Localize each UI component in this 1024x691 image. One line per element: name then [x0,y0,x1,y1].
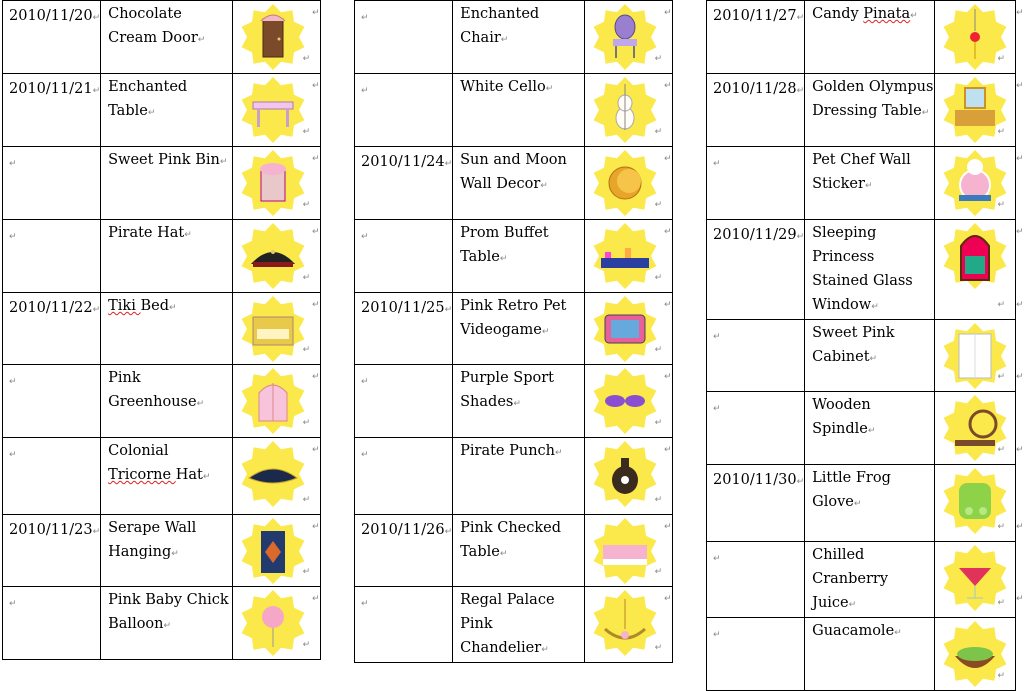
table-row [3,587,321,660]
row-end-mark: ↵ [664,300,672,310]
paragraph-mark: ↵ [910,11,918,21]
item-image-cell[interactable] [233,147,321,220]
item-image-cell[interactable] [585,220,673,293]
paragraph-mark: ↵ [92,13,101,23]
paragraph-mark: ↵ [499,549,508,559]
paragraph-mark: ↵ [555,448,563,458]
item-name-text: Colonial Tricorne Hat [108,443,203,483]
item-image-cell[interactable] [934,392,1015,465]
row-end-mark: ↵ [1016,154,1024,164]
row-end-mark: ↵ [664,372,672,382]
date-text: 2010/11/29 [713,227,797,243]
paragraph-mark: ↵ [184,230,192,240]
paragraph-mark: ↵ [169,303,177,313]
stained-glass-icon [941,222,1009,290]
paragraph-mark: ↵ [541,327,550,337]
row-end-mark: ↵ [312,372,320,382]
paragraph-mark: ↵ [302,495,311,505]
item-name-cell[interactable] [453,293,585,365]
row-end-mark: ↵ [1016,372,1024,382]
paragraph-mark: ↵ [997,372,1005,382]
item-name-text: Tiki Bed [108,298,169,314]
date-text: 2010/11/20 [9,8,93,24]
date-text: 2010/11/27 [713,8,797,24]
date-cell[interactable] [3,293,101,365]
paragraph-mark: ↵ [796,232,805,242]
date-cell[interactable] [355,147,453,220]
item-name-text: Sweet Pink Bin [108,152,220,168]
paragraph-mark: ↵ [444,527,453,537]
table-row [707,220,1016,320]
item-name-text: Serape Wall Hanging [108,520,197,560]
date-cell[interactable] [355,220,453,293]
item-name-text: Golden Olympus Dressing Table [812,79,934,119]
row-end-mark: ↵ [664,227,672,237]
item-image-cell[interactable] [934,320,1015,392]
item-image-cell[interactable] [233,365,321,438]
row-end-mark: ↵ [1016,445,1024,455]
date-cell[interactable] [707,465,805,542]
item-name-text: Enchanted Chair [460,6,540,46]
item-image-cell[interactable] [233,293,321,365]
starburst-background [242,77,305,143]
date-cell[interactable] [3,365,101,438]
paragraph-mark: ↵ [361,13,369,23]
paragraph-mark: ↵ [302,273,311,283]
item-image-cell[interactable] [585,1,673,74]
paragraph-mark: ↵ [654,418,663,428]
paragraph-mark: ↵ [654,345,663,355]
row-end-mark: ↵ [664,445,672,455]
date-cell[interactable] [707,74,805,147]
item-name-text: Prom Buffet Table [460,225,549,265]
table-row [3,365,321,438]
table-row [355,147,673,220]
pirate-hat-icon [239,222,307,290]
item-name-text: Guacamole [812,623,895,639]
date-cell[interactable] [707,320,805,392]
table-row [355,587,673,663]
paragraph-mark: ↵ [302,127,311,137]
table-row [3,293,321,365]
paragraph-mark: ↵ [654,200,663,210]
paragraph-mark: ↵ [796,477,805,487]
paragraph-mark: ↵ [92,305,101,315]
paragraph-mark: ↵ [654,54,663,64]
item-image-cell[interactable] [934,147,1015,220]
item-name-cell[interactable] [453,1,585,74]
item-name-cell[interactable] [453,220,585,293]
date-text: 2010/11/24 [361,154,445,170]
paragraph-mark: ↵ [302,640,311,650]
date-cell[interactable] [3,74,101,147]
paragraph-mark: ↵ [9,159,17,169]
paragraph-mark: ↵ [444,159,453,169]
paragraph-mark: ↵ [894,628,902,638]
row-end-mark: ↵ [312,300,320,310]
paragraph-mark: ↵ [713,332,721,342]
row-end-mark: ↵ [664,594,672,604]
item-name-text: Pet Chef Wall Sticker [812,152,911,192]
item-image-cell[interactable] [934,74,1015,147]
table-row [355,293,673,365]
item-table-column-1 [2,0,321,660]
row-end-mark: ↵ [1016,594,1024,604]
item-image-cell[interactable] [934,220,1015,320]
paragraph-mark: ↵ [302,418,311,428]
paragraph-mark: ↵ [654,127,663,137]
table-row [3,220,321,293]
row-end-mark: ↵ [664,154,672,164]
row-end-mark: ↵ [312,227,320,237]
table-row [3,147,321,220]
date-cell[interactable] [355,365,453,438]
row-end-mark: ↵ [312,594,320,604]
item-name-text: Purple Sport Shades [460,370,554,410]
item-name-cell[interactable] [101,365,233,438]
paragraph-mark: ↵ [197,35,206,45]
paragraph-mark: ↵ [848,600,857,610]
item-name-cell[interactable] [101,74,233,147]
row-end-mark: ↵ [1016,8,1024,18]
date-cell[interactable] [707,618,805,691]
paragraph-mark: ↵ [302,54,311,64]
sun-moon-icon [591,149,659,217]
paragraph-mark: ↵ [500,35,509,45]
paragraph-mark: ↵ [654,567,663,577]
row-end-mark: ↵ [312,154,320,164]
date-cell[interactable] [3,1,101,74]
table-row [3,1,321,74]
paragraph-mark: ↵ [92,86,101,96]
date-cell[interactable] [3,438,101,515]
item-image-cell[interactable] [585,293,673,365]
item-image-cell[interactable] [585,365,673,438]
item-name-cell[interactable] [805,320,934,392]
item-name-cell[interactable] [101,220,233,293]
table-row [355,515,673,587]
date-text: 2010/11/28 [713,81,797,97]
date-text: 2010/11/30 [713,472,797,488]
date-cell[interactable] [707,1,805,74]
paragraph-mark: ↵ [302,345,311,355]
item-name-cell[interactable] [805,1,934,74]
paragraph-mark: ↵ [171,549,179,559]
date-text: 2010/11/23 [9,522,93,538]
item-name-text: Candy Pinata [812,6,911,22]
item-table-column-2 [354,0,673,663]
paragraph-mark: ↵ [713,554,721,564]
item-name-cell[interactable] [101,515,233,587]
date-cell[interactable] [707,392,805,465]
row-end-mark: ↵ [312,81,320,91]
paragraph-mark: ↵ [92,527,101,537]
table-row [355,74,673,147]
table-row [707,1,1016,74]
paragraph-mark: ↵ [499,254,508,264]
item-name-cell[interactable] [101,587,233,660]
item-name-cell[interactable] [101,293,233,365]
item-image-cell[interactable] [934,1,1015,74]
item-name-cell[interactable] [453,147,585,220]
item-name-text: Regal Palace Pink Chandelier [460,592,555,656]
item-name-text: Pink Baby Chick Balloon [108,592,229,632]
paragraph-mark: ↵ [713,159,721,169]
item-image-cell[interactable] [934,542,1015,618]
paragraph-mark: ↵ [997,671,1005,681]
item-name-text: Wooden Spindle [812,397,871,437]
item-name-text: Pink Retro Pet Videogame [460,298,567,338]
item-image-cell[interactable] [585,515,673,587]
item-name-text: Chocolate Cream Door [108,6,198,46]
row-end-mark: ↵ [1016,522,1024,532]
date-cell[interactable] [707,542,805,618]
date-cell[interactable] [355,515,453,587]
item-image-cell[interactable] [233,515,321,587]
paragraph-mark: ↵ [867,426,876,436]
greenhouse-icon [239,367,307,435]
table-row [3,515,321,587]
item-name-text: Chilled Cranberry Juice [812,547,889,611]
date-cell[interactable] [3,515,101,587]
item-image-cell[interactable] [934,465,1015,542]
chair-icon [591,3,659,71]
paragraph-mark: ↵ [997,200,1005,210]
date-cell[interactable] [355,293,453,365]
date-cell[interactable] [355,438,453,515]
paragraph-mark: ↵ [997,445,1005,455]
item-name-cell[interactable] [453,587,585,663]
item-image-cell[interactable] [585,147,673,220]
paragraph-mark: ↵ [654,643,663,653]
paragraph-mark: ↵ [513,399,521,409]
tricorne-hat-icon [239,440,307,508]
date-cell[interactable] [3,147,101,220]
row-end-mark: ↵ [664,81,672,91]
table-row [707,320,1016,392]
item-name-text: Sleeping Princess Stained Glass Window [812,225,913,313]
table-row [355,365,673,438]
row-end-mark: ↵ [312,445,320,455]
table-row [707,147,1016,220]
paragraph-mark: ↵ [219,157,228,167]
date-cell[interactable] [355,1,453,74]
date-text: 2010/11/25 [361,300,445,316]
item-image-cell[interactable] [233,438,321,515]
paragraph-mark: ↵ [869,354,878,364]
table-row [707,74,1016,147]
row-end-mark: ↵ [1016,227,1024,237]
table-row [3,74,321,147]
shades-icon [591,367,659,435]
bed-icon [239,295,307,363]
table-icon [239,76,307,144]
paragraph-mark: ↵ [9,599,17,609]
paragraph-mark: ↵ [871,302,879,312]
table-row [707,465,1016,542]
date-text: 2010/11/21 [9,81,93,97]
table-row [355,220,673,293]
item-name-cell[interactable] [453,515,585,587]
paragraph-mark: ↵ [997,54,1005,64]
item-name-text: Pink Greenhouse [108,370,197,410]
item-name-cell[interactable] [805,147,934,220]
checked-table-icon [591,517,659,585]
paragraph-mark: ↵ [540,181,548,191]
date-cell[interactable] [3,587,101,660]
paragraph-mark: ↵ [9,450,17,460]
paragraph-mark: ↵ [163,621,172,631]
paragraph-mark: ↵ [997,300,1005,310]
item-image-cell[interactable] [233,587,321,660]
item-image-cell[interactable] [585,74,673,147]
cello-icon [591,76,659,144]
item-name-cell[interactable] [453,365,585,438]
paragraph-mark: ↵ [713,630,721,640]
item-name-text: Sweet Pink Cabinet [812,325,895,365]
table-row [707,542,1016,618]
paragraph-mark: ↵ [302,200,311,210]
item-name-text: White Cello [460,79,546,95]
row-end-mark: ↵ [664,8,672,18]
item-image-cell[interactable] [233,1,321,74]
paragraph-mark: ↵ [654,273,663,283]
paragraph-mark: ↵ [361,232,369,242]
paragraph-mark: ↵ [9,232,17,242]
item-image-cell[interactable] [934,618,1015,691]
paragraph-mark: ↵ [997,127,1005,137]
item-name-text: Pirate Punch [460,443,556,459]
bin-icon [239,149,307,217]
table-row [707,392,1016,465]
item-name-cell[interactable] [805,220,934,320]
paragraph-mark: ↵ [853,499,862,509]
paragraph-mark: ↵ [796,86,805,96]
table-row [707,618,1016,691]
table-row [3,438,321,515]
item-name-cell[interactable] [805,392,934,465]
paragraph-mark: ↵ [9,377,17,387]
date-text: 2010/11/22 [9,300,93,316]
item-name-cell[interactable] [101,1,233,74]
balloon-icon [239,589,307,657]
paragraph-mark: ↵ [361,450,369,460]
item-name-cell[interactable] [805,74,934,147]
paragraph-mark: ↵ [997,598,1005,608]
item-name-text: Pirate Hat [108,225,185,241]
row-end-mark: ↵ [1016,300,1024,310]
row-end-mark: ↵ [664,522,672,532]
door-icon [239,3,307,71]
videogame-icon [591,295,659,363]
item-name-cell[interactable] [805,542,934,618]
chandelier-icon [591,589,659,657]
punch-jug-icon [591,440,659,508]
item-image-cell[interactable] [585,587,673,663]
wall-hanging-icon [239,517,307,585]
item-name-cell[interactable] [453,74,585,147]
item-image-cell[interactable] [233,220,321,293]
item-name-cell[interactable] [805,465,934,542]
item-name-text: Pink Checked Table [460,520,562,560]
paragraph-mark: ↵ [361,377,369,387]
item-name-text: Little Frog Glove [812,470,891,510]
paragraph-mark: ↵ [541,645,549,655]
date-cell[interactable] [355,74,453,147]
paragraph-mark: ↵ [444,305,453,315]
paragraph-mark: ↵ [921,108,930,118]
paragraph-mark: ↵ [864,181,873,191]
row-end-mark: ↵ [1016,81,1024,91]
row-end-mark: ↵ [312,8,320,18]
item-name-text: Enchanted Table [108,79,188,119]
paragraph-mark: ↵ [361,86,369,96]
paragraph-mark: ↵ [713,404,721,414]
paragraph-mark: ↵ [545,84,554,94]
item-name-cell[interactable] [805,618,934,691]
item-table-column-3 [706,0,1016,691]
paragraph-mark: ↵ [302,567,311,577]
item-image-cell[interactable] [585,438,673,515]
item-name-cell[interactable] [101,147,233,220]
paragraph-mark: ↵ [997,522,1005,532]
item-image-cell[interactable] [233,74,321,147]
date-cell[interactable] [355,587,453,663]
row-end-mark: ↵ [312,522,320,532]
paragraph-mark: ↵ [196,399,205,409]
paragraph-mark: ↵ [202,472,211,482]
item-name-cell[interactable] [453,438,585,515]
table-row [355,1,673,74]
date-text: 2010/11/26 [361,522,445,538]
paragraph-mark: ↵ [147,108,156,118]
paragraph-mark: ↵ [361,599,369,609]
item-name-text: Sun and Moon Wall Decor [460,152,567,192]
paragraph-mark: ↵ [654,495,663,505]
buffet-table-icon [591,222,659,290]
paragraph-mark: ↵ [796,13,805,23]
date-cell[interactable] [707,147,805,220]
date-cell[interactable] [3,220,101,293]
table-row [355,438,673,515]
item-name-cell[interactable] [101,438,233,515]
date-cell[interactable] [707,220,805,320]
